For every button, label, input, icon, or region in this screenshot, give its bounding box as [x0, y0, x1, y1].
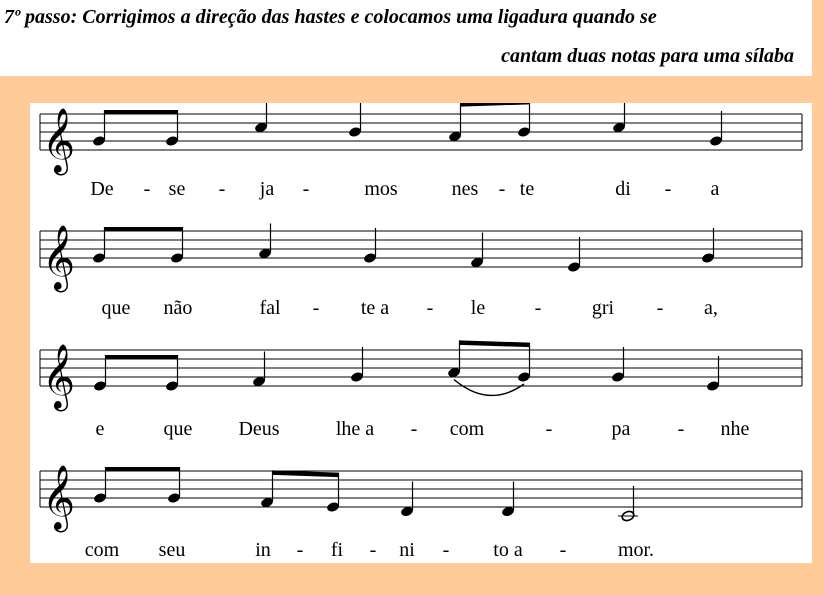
lyric-syllable: e	[95, 418, 105, 440]
beam	[105, 227, 183, 232]
music-sheet	[30, 103, 812, 563]
lyric-syllable: te	[519, 178, 535, 200]
lyric-syllable: to a	[493, 539, 523, 561]
lyric-hyphen: -	[664, 178, 672, 200]
lyric-hyphen: -	[677, 418, 685, 440]
lyric-syllable: com	[449, 418, 485, 440]
lyric-syllable: te a	[360, 297, 390, 319]
lyric-syllable: Deus	[238, 418, 280, 440]
lyric-syllable: que	[163, 418, 193, 440]
lyric-syllable: não	[163, 297, 193, 319]
treble-clef-icon: 𝄞	[42, 465, 76, 530]
lyric-syllable: seu	[158, 539, 186, 561]
staff-system	[40, 340, 802, 440]
lyric-syllable: in	[255, 539, 271, 561]
lyric-syllable: ni	[399, 539, 415, 561]
lyric-hyphen: -	[218, 178, 226, 200]
lyric-hyphen: -	[498, 178, 506, 200]
staff-system	[40, 224, 802, 320]
lyric-syllable: pa	[611, 418, 631, 440]
lyric-hyphen: -	[534, 297, 542, 319]
lyric-syllable: ja	[259, 178, 275, 200]
slur	[454, 380, 524, 396]
lyric-syllable: a	[710, 178, 720, 200]
lyric-hyphen: -	[442, 539, 450, 561]
instruction-line-2: cantam duas notas para uma sílaba	[501, 45, 794, 67]
beam	[106, 355, 178, 360]
score-canvas	[30, 103, 812, 563]
lyric-syllable: mor.	[617, 539, 655, 561]
beam	[105, 110, 178, 115]
beam	[460, 340, 530, 347]
staff-system	[40, 465, 802, 561]
lyric-hyphen: -	[296, 539, 304, 561]
lyric-hyphen: -	[410, 418, 418, 440]
staff-system	[40, 103, 802, 200]
lyric-syllable: que	[101, 297, 131, 319]
lyric-syllable: fal	[259, 297, 281, 319]
instruction-header	[0, 0, 812, 76]
lyric-hyphen: -	[312, 297, 320, 319]
lyric-hyphen: -	[302, 178, 310, 200]
lyric-syllable: De	[90, 178, 114, 200]
treble-clef-icon: 𝄞	[42, 108, 76, 173]
lyric-syllable: a,	[704, 297, 718, 319]
lyric-syllable: lhe a	[335, 418, 375, 440]
treble-clef-icon: 𝄞	[42, 344, 76, 409]
lyric-hyphen: -	[426, 297, 434, 319]
lyric-hyphen: -	[143, 178, 151, 200]
beam	[106, 467, 180, 472]
instruction-line-1: 7º passo: Corrigimos a direção das hastes e colocamos uma ligadura quando se	[4, 6, 657, 28]
lyric-syllable: mos	[364, 178, 398, 200]
lyric-hyphen: -	[559, 539, 567, 561]
lyric-hyphen: -	[369, 539, 377, 561]
beam	[461, 103, 530, 107]
lyric-syllable: nhe	[720, 418, 750, 440]
lyric-syllable: di	[615, 178, 631, 200]
lyric-hyphen: -	[545, 418, 553, 440]
lyric-syllable: le	[470, 297, 486, 319]
treble-clef-icon: 𝄞	[42, 225, 76, 290]
lyric-syllable: se	[168, 178, 186, 200]
lyric-syllable: com	[84, 539, 120, 561]
lyric-syllable: nes	[451, 178, 479, 200]
lyric-syllable: fi	[330, 539, 344, 561]
lyric-hyphen: -	[656, 297, 664, 319]
lyric-syllable: gri	[591, 297, 615, 319]
